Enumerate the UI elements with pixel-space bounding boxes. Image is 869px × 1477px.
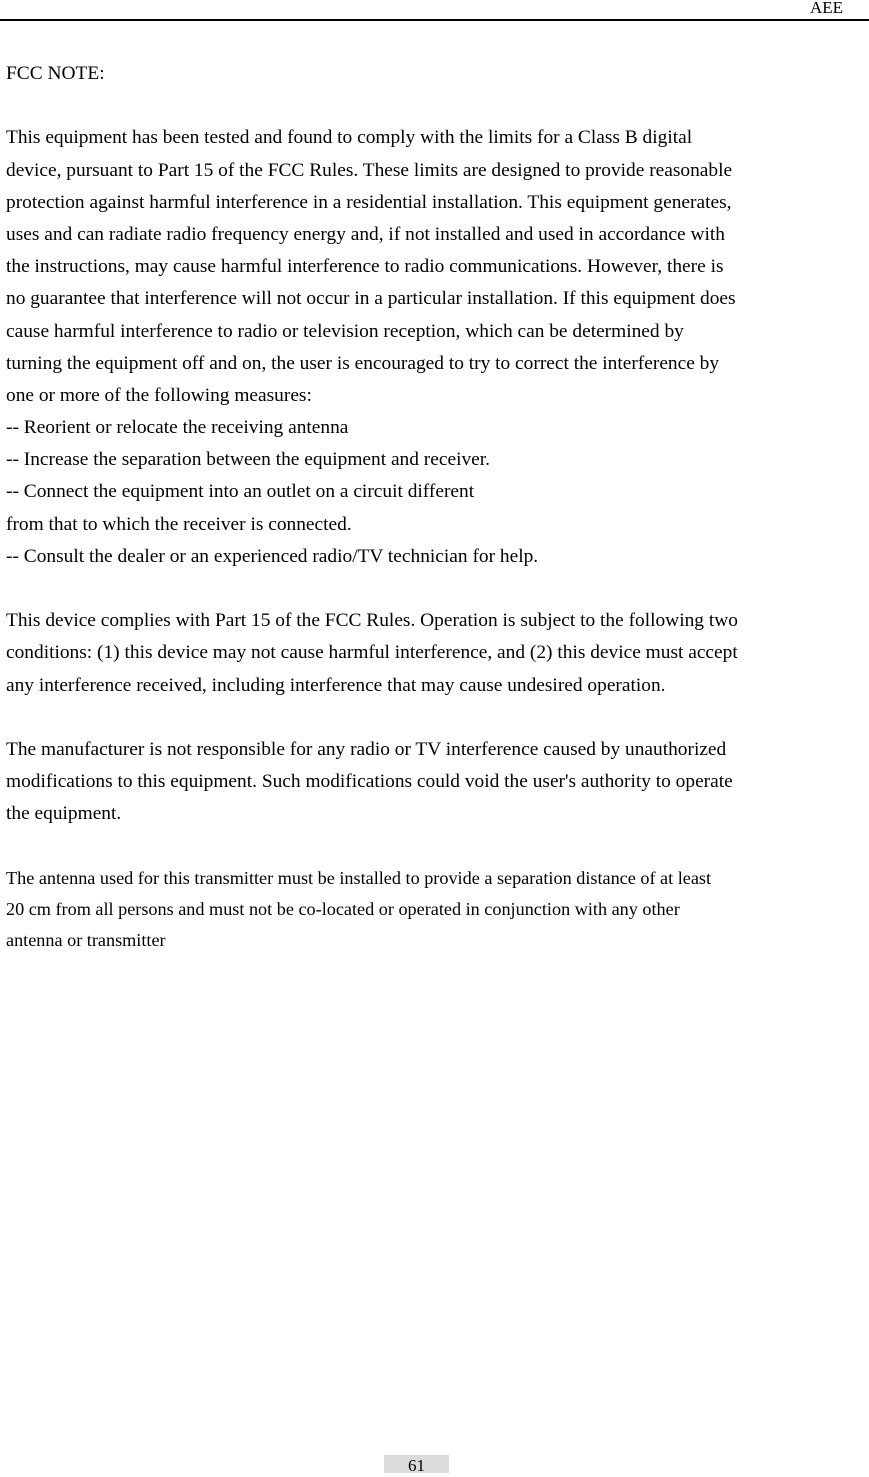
paragraph-line: cause harmful interference to radio or television reception, which can be determined by (6, 320, 684, 342)
paragraph-line: conditions: (1) this device may not cause harmful interference, and (2) this device must accept (6, 642, 738, 664)
document-body (6, 58, 868, 956)
paragraph-antenna-separation (6, 863, 868, 956)
measure-item: -- Consult the dealer or an experienced radio/TV technician for help. (6, 545, 539, 567)
measure-item: from that to which the receiver is connected. (6, 513, 352, 535)
measure-item: -- Reorient or relocate the receiving antenna (6, 417, 349, 439)
paragraph-line: The manufacturer is not responsible for any radio or TV interference caused by unauthorized (6, 738, 727, 760)
paragraph-line: the equipment. (6, 803, 122, 825)
paragraph-line: turning the equipment off and on, the user is encouraged to try to correct the interference by (6, 352, 720, 374)
measure-item: -- Connect the equipment into an outlet on a circuit different (6, 481, 475, 503)
header-divider (0, 19, 869, 21)
spacer (6, 831, 868, 863)
paragraph-part15-conditions (6, 605, 868, 702)
paragraph-line: uses and can radiate radio frequency energy and, if not installed and used in accordance with (6, 223, 725, 245)
paragraph-line: one or more of the following measures: (6, 384, 312, 406)
header-brand: AEE (809, 0, 843, 17)
paragraph-line: the instructions, may cause harmful interference to radio communications. However, there is (6, 256, 724, 278)
paragraph-line: 20 cm from all persons and must not be co-located or operated in conjunction with any other (6, 898, 680, 919)
document-title: FCC NOTE: (6, 63, 105, 84)
paragraph-line: protection against harmful interference in a residential installation. This equipment generates, (6, 191, 732, 213)
paragraph-line: The antenna used for this transmitter must be installed to provide a separation distance of at least (6, 867, 712, 888)
paragraph-line: This device complies with Part 15 of the FCC Rules. Operation is subject to the following two (6, 610, 738, 632)
paragraph-line: device, pursuant to Part 15 of the FCC Rules. These limits are designed to provide reasonable (6, 159, 733, 181)
paragraph-line: antenna or transmitter (6, 929, 166, 950)
spacer (6, 573, 868, 605)
paragraph-manufacturer-disclaimer (6, 734, 868, 831)
paragraph-line: modifications to this equipment. Such modifications could void the user's authority to operate (6, 771, 733, 793)
paragraph-line: This equipment has been tested and found to comply with the limits for a Class B digital (6, 127, 693, 149)
spacer (6, 702, 868, 734)
paragraph-fcc-compliance (6, 122, 868, 573)
page-number: 61 (384, 1455, 449, 1473)
paragraph-line: no guarantee that interference will not occur in a particular installation. If this equipment does (6, 288, 736, 310)
spacer (6, 90, 868, 122)
paragraph-line: any interference received, including interference that may cause undesired operation. (6, 674, 666, 696)
measure-item: -- Increase the separation between the equipment and receiver. (6, 449, 490, 471)
